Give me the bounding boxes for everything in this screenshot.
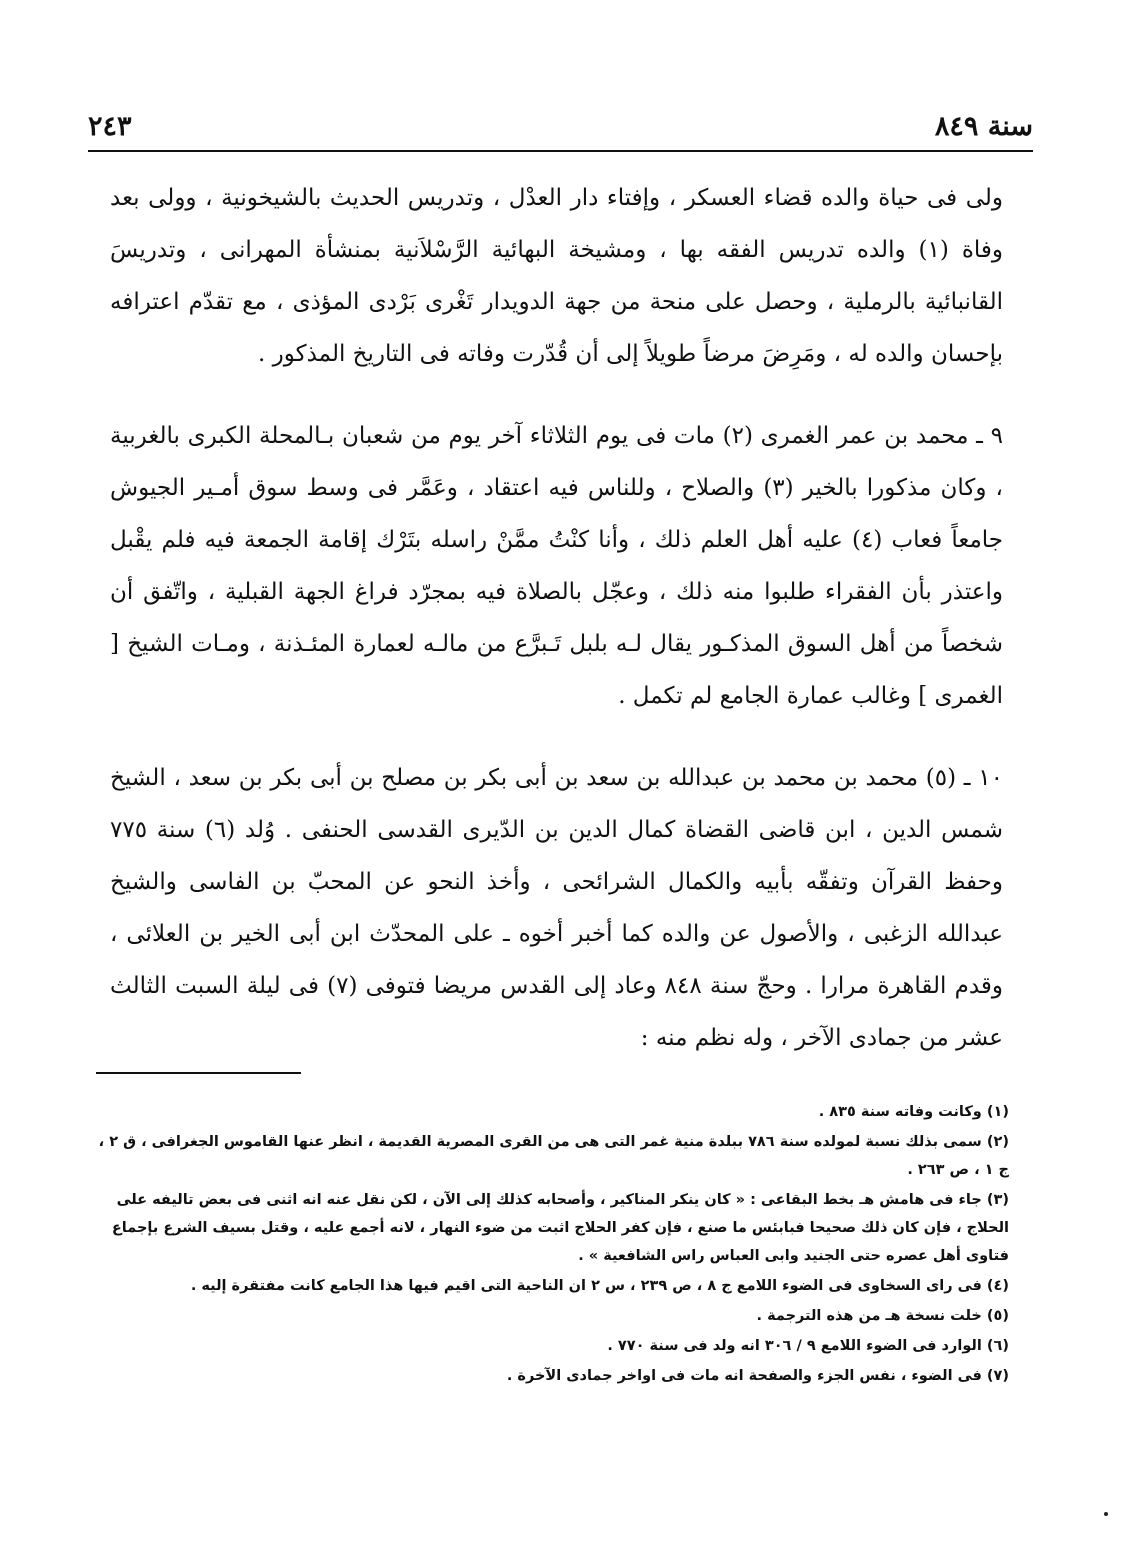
footnote-1: (١) وكانت وفاته سنة ٨٣٥ . (818, 1104, 1009, 1120)
footnote-4: (٤) فى راى السخاوى فى الضوء اللامع ج ٨ ، ص ٢٣٩ ، س ٢ ان الناحية التى اقيم فيها هذا الجامع كانت مفتقرة إليه . (190, 1278, 1009, 1294)
footnote-divider (96, 1072, 301, 1074)
scan-speck (1104, 1512, 1108, 1516)
footnote-6: (٦) الوارد فى الضوء اللامع ٩ / ٣٠٦ انه ولد فى سنة ٧٧٠ . (607, 1338, 1009, 1354)
main-text (110, 172, 1003, 1094)
footnote-7: (٧) فى الضوء ، نفس الجزء والصفحة انه مات فى اواخر جمادى الآخرة . (506, 1368, 1009, 1384)
footnote-2: (٢) سمى بذلك نسبة لمولده سنة ٧٨٦ ببلدة منية غمر التى هى من القرى المصرية القديمة ، انظر عنها القاموس الجغرافى ، ق ٢ ، ج ١ ، ص ٢٦٣ . (98, 1134, 1009, 1178)
page-number: ٢٤٣ (88, 111, 132, 142)
entry-9: ٩ ـ محمد بن عمر الغمرى (٢) مات فى يوم الثلاثاء آخر يوم من شعبان بـالمحلة الكبرى بالغربية ، وكان مذكورا بالخير (٣) والصلاح ، وللناس فيه اعتقاد ، وعَمَّر فى وسط سوق أمـير الجيوش جامعاً فعاب (٤) عليه أهل العلم ذلك ، وأنا كنْتُ ممَّنْ راسله بتَرْك إقامة الجمعة فيه فلم يقْبل واعتذر بأن الفقراء طلبوا منه ذلك ، وعجّل بالصلاة فيه بمجرّد فراغ الجهة القبلية ، واتّفق أن شخصاً من أهل السوق المذكـور يقال لـه بلبل تَـبرَّع من مالـه لعمارة المئـذنة ، ومـات الشيخ [ الغمرى ] وغالب عمارة الجامع لم تكمل . (110, 423, 1004, 709)
header-divider (88, 150, 1033, 152)
page-header (88, 92, 1033, 142)
footnotes (96, 1098, 1009, 1392)
footnote-3: (٣) جاء فى هامش هـ بخط البقاعى : « كان ينكر المناكير ، وأصحابه كذلك إلى الآن ، لكن نقل عنه انه اثنى فى بعض تاليفه على الحلاج ، فإن كان ذلك صحيحا فبابئس ما صنع ، فإن كفر الحلاج اثبت من ضوء النهار ، لانه أجمع عليه ، وقتل بسيف الشرع بإجماع فتاوى أهل عصره حتى الجنيد وابى العباس راس الشافعية » . (111, 1192, 1009, 1264)
footnote-5: (٥) خلت نسخة هـ من هذه الترجمة . (756, 1308, 1009, 1324)
entry-10: ١٠ ـ (٥) محمد بن محمد بن عبدالله بن سعد بن أبى بكر بن مصلح بن أبى بكر بن سعد ، الشيخ شمس الدين ، ابن قاضى القضاة كمال الدين بن الدّيرى القدسى الحنفى . وُلد (٦) سنة ٧٧٥ وحفظ القرآن وتفقّه بأبيه والكمال الشرائحى ، وأخذ النحو عن المحبّ بن الفاسى والشيخ عبدالله الزغبى ، والأصول عن والده كما أخبر أخوه ـ على المحدّث ابن أبى الخير بن العلائى ، وقدم القاهرة مرارا . وحجّ سنة ٨٤٨ وعاد إلى القدس مريضا فتوفى (٧) فى ليلة السبت الثالث عشر من جمادى الآخر ، وله نظم منه : (110, 765, 1003, 1051)
header-year: سنة ٨٤٩ (934, 111, 1033, 142)
paragraph-continuation: ولى فى حياة والده قضاء العسكر ، وإفتاء دار العدْل ، وتدريس الحديث بالشيخونية ، وولى بعد وفاة (١) والده تدريس الفقه بها ، ومشيخة البهائية الرَّسْلاَنية بمنشأة المهرانى ، وتدريسَ القانبائية بالرملية ، وحصل على منحة من جهة الدويدار تَغْرى بَرْدى المؤذى ، مع تقدّم اعترافه بإحسان والده له ، ومَرِضَ مرضاً طويلاً إلى أن قُدّرت وفاته فى التاريخ المذكور . (110, 185, 1003, 367)
